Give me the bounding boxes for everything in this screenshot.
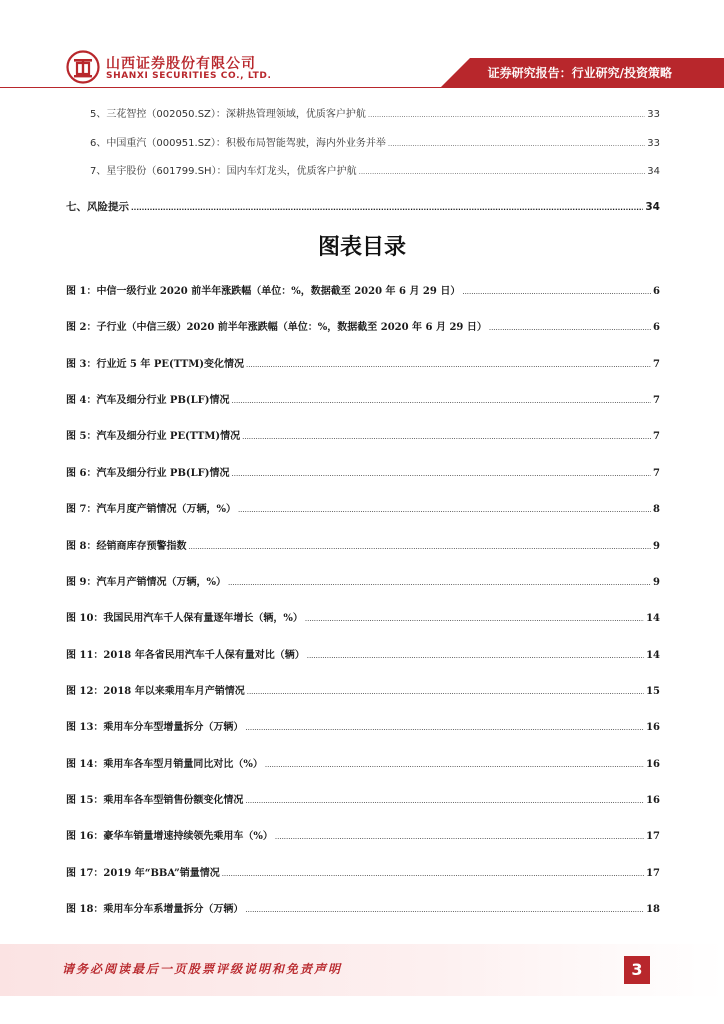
figure-toc-page: 16 [646, 794, 660, 806]
figure-toc-label: 图 14：乘用车各车型月销量同比对比（%） [66, 758, 263, 770]
toc-entry[interactable] [90, 134, 660, 149]
toc-entry-page: 33 [647, 138, 660, 149]
figure-toc-entry[interactable] [66, 755, 660, 770]
figure-toc-label: 图 10：我国民用汽车千人保有量逐年增长（辆，%） [66, 613, 303, 625]
figure-toc-entry[interactable] [66, 646, 660, 661]
figure-toc-page: 7 [653, 395, 660, 407]
figure-toc-page: 6 [653, 322, 660, 334]
figure-toc-entry[interactable] [66, 864, 660, 879]
figure-toc-entry[interactable] [66, 791, 660, 806]
figure-toc-page: 17 [646, 831, 660, 843]
dot-leader [246, 361, 651, 369]
dot-leader [222, 870, 644, 878]
dot-leader [368, 111, 645, 119]
dot-leader [247, 688, 644, 696]
figure-toc-label: 图 7：汽车月度产销情况（万辆，%） [66, 504, 236, 516]
figure-toc-title: 图表目录 [317, 235, 406, 260]
figure-toc-entry[interactable] [66, 282, 660, 297]
figure-toc-label: 图 15：乘用车各车型销售份额变化情况 [66, 794, 244, 806]
dot-leader [305, 615, 644, 623]
figure-toc-page: 14 [646, 613, 660, 625]
report-type-title: 证券研究报告：行业研究/投资策略 [487, 66, 672, 80]
figure-toc-label: 图 2：子行业（中信三级）2020 前半年涨跌幅（单位：%，数据截至 2020 年 6 月 29 日） [66, 322, 487, 334]
figure-toc-page: 17 [646, 867, 660, 879]
toc-entry-page: 34 [645, 201, 660, 213]
disclaimer-text: 请务必阅读最后一页股票评级说明和免责声明 [62, 962, 343, 976]
figure-toc-page: 6 [653, 286, 660, 297]
figure-toc-label: 图 5：汽车及细分行业 PE(TTM)情况 [66, 431, 241, 443]
toc-entry-label: 七、风险提示 [66, 201, 129, 213]
figure-toc-label: 图 4：汽车及细分行业 PB(LF)情况 [66, 395, 230, 407]
figure-toc-label: 图 12：2018 年以来乘用车月产销情况 [66, 685, 245, 697]
dot-leader [359, 168, 646, 176]
figure-toc-label: 图 18：乘用车分车系增量拆分（万辆） [66, 904, 244, 915]
figure-toc-entry[interactable] [66, 827, 660, 842]
toc-entry-label: 5、三花智控（002050.SZ）：深耕热管理领域，优质客户护航 [90, 109, 366, 120]
figure-toc-entry[interactable] [66, 900, 660, 915]
dot-leader [307, 652, 644, 660]
dot-leader [462, 288, 651, 296]
figure-toc-entry[interactable] [66, 682, 660, 697]
dot-leader [245, 797, 644, 805]
figure-toc-page: 8 [653, 504, 660, 516]
dot-leader [131, 204, 643, 212]
figure-toc-label: 图 11：2018 年各省民用汽车千人保有量对比（辆） [66, 649, 305, 661]
figure-toc-label: 图 6：汽车及细分行业 PB(LF)情况 [66, 467, 230, 479]
dot-leader [489, 324, 651, 332]
figure-toc-label: 图 1：中信一级行业 2020 前半年涨跌幅（单位：%，数据截至 2020 年 6 月 29 日） [66, 286, 461, 297]
toc-entry[interactable] [90, 105, 660, 120]
figure-toc-entry[interactable] [66, 573, 660, 588]
figure-toc-page: 15 [646, 685, 660, 697]
figure-toc-page: 14 [646, 649, 660, 661]
figure-toc-page: 16 [646, 722, 660, 734]
figure-toc-label: 图 16：豪华车销量增速持续领先乘用车（%） [66, 831, 273, 843]
figure-toc-entry[interactable] [66, 427, 660, 442]
dot-leader [242, 433, 651, 441]
toc-entry-label: 6、中国重汽（000951.SZ）：积极布局智能驾驶，海内外业务并举 [90, 138, 386, 149]
dot-leader [238, 506, 651, 514]
figure-toc-label: 图 8：经销商库存预警指数 [66, 540, 187, 552]
figure-toc-entry[interactable] [66, 718, 660, 733]
figure-toc-page: 9 [653, 540, 660, 552]
page-header [0, 0, 724, 90]
dot-leader [245, 906, 644, 914]
dot-leader [388, 140, 645, 148]
figure-toc-page: 16 [646, 758, 660, 770]
dot-leader [245, 724, 644, 732]
figure-toc-page: 7 [653, 467, 660, 479]
figure-toc-label: 图 9：汽车月产销情况（万辆，%） [66, 576, 226, 588]
figure-toc-page: 9 [653, 576, 660, 588]
figure-toc-label: 图 13：乘用车分车型增量拆分（万辆） [66, 722, 244, 734]
dot-leader [232, 397, 652, 405]
dot-leader [228, 579, 651, 587]
toc-entry[interactable] [90, 162, 660, 177]
figure-toc-entry[interactable] [66, 609, 660, 624]
dot-leader [265, 761, 644, 769]
page-number: 3 [624, 956, 650, 984]
figure-toc-entry[interactable] [66, 537, 660, 552]
figure-toc-page: 7 [653, 358, 660, 370]
toc-entry-label: 7、星宇股份（601799.SH）：国内车灯龙头，优质客户护航 [90, 166, 357, 177]
figure-toc-entry[interactable] [66, 318, 660, 333]
toc-entry-page: 33 [647, 109, 660, 120]
dot-leader [275, 833, 644, 841]
figure-toc-entry[interactable] [66, 500, 660, 515]
figure-toc-label: 图 17：2019 年“BBA”销量情况 [66, 867, 220, 879]
figure-toc-page: 7 [653, 431, 660, 443]
figure-toc-page: 18 [646, 904, 660, 915]
company-name-en: SHANXI SECURITIES CO., LTD. [106, 71, 272, 81]
figure-toc-entry[interactable] [66, 355, 660, 370]
toc-entry-page: 34 [647, 166, 660, 177]
figure-toc-label: 图 3：行业近 5 年 PE(TTM)变化情况 [66, 358, 245, 370]
dot-leader [188, 543, 651, 551]
figure-toc-entry[interactable] [66, 464, 660, 479]
dot-leader [232, 470, 652, 478]
company-name-cn: 山西证券股份有限公司 [106, 56, 256, 72]
figure-toc-entry[interactable] [66, 391, 660, 406]
toc-section-entry[interactable] [66, 199, 660, 214]
